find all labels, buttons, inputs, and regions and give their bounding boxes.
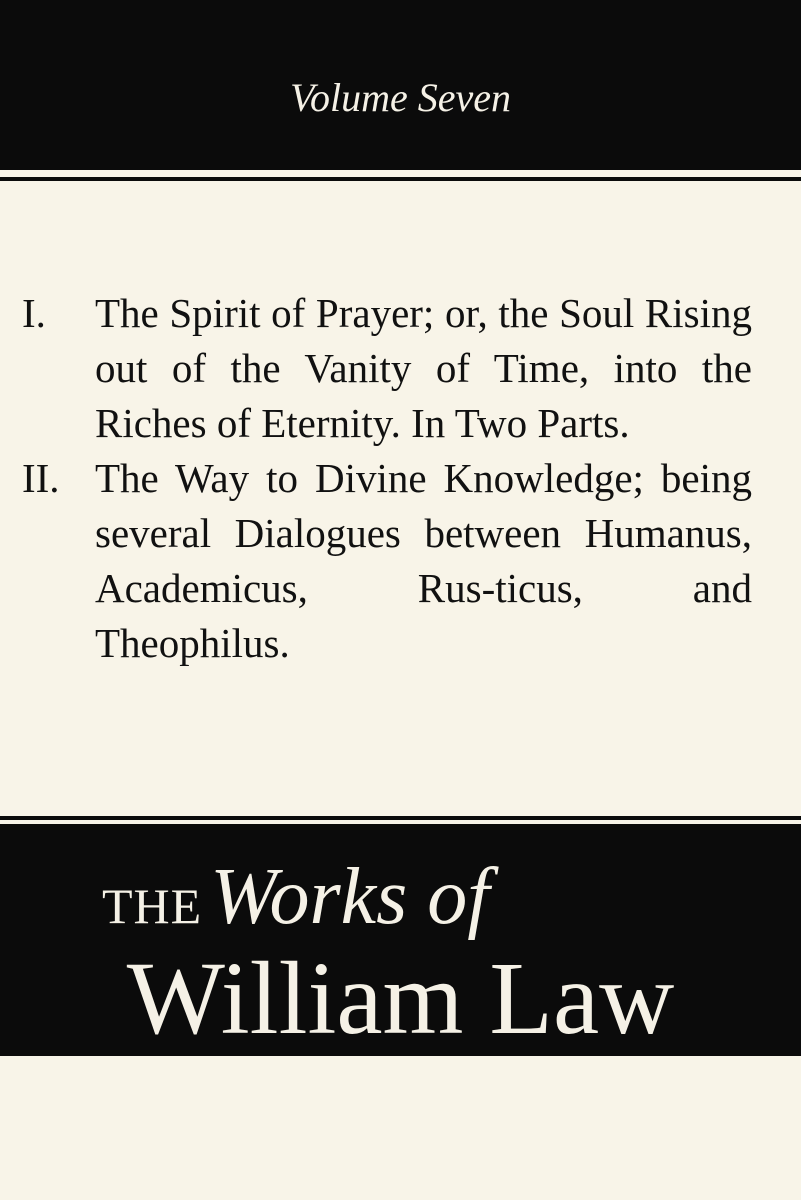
entry-text: The Way to Divine Knowledge; being several Dialogues between Humanus, Academicus, Rus-ticus, and Theophilus. <box>95 455 752 666</box>
series-title <box>102 852 490 943</box>
top-rule <box>0 177 801 181</box>
entry-numeral: I. <box>22 290 46 336</box>
contents-entry-2 <box>22 451 752 671</box>
bottom-rule <box>0 816 801 820</box>
entry-numeral: II. <box>22 455 60 501</box>
author-name: William Law <box>126 941 675 1056</box>
contents-entry-1 <box>22 286 752 451</box>
entry-text: The Spirit of Prayer; or, the Soul Rising out of the Vanity of Time, into the Riches of Eternity. In Two Parts. <box>95 290 752 446</box>
contents-list <box>22 286 752 671</box>
volume-label: Volume Seven <box>289 75 511 120</box>
series-the: THE <box>102 878 203 934</box>
series-works-of: Works of <box>210 853 490 941</box>
